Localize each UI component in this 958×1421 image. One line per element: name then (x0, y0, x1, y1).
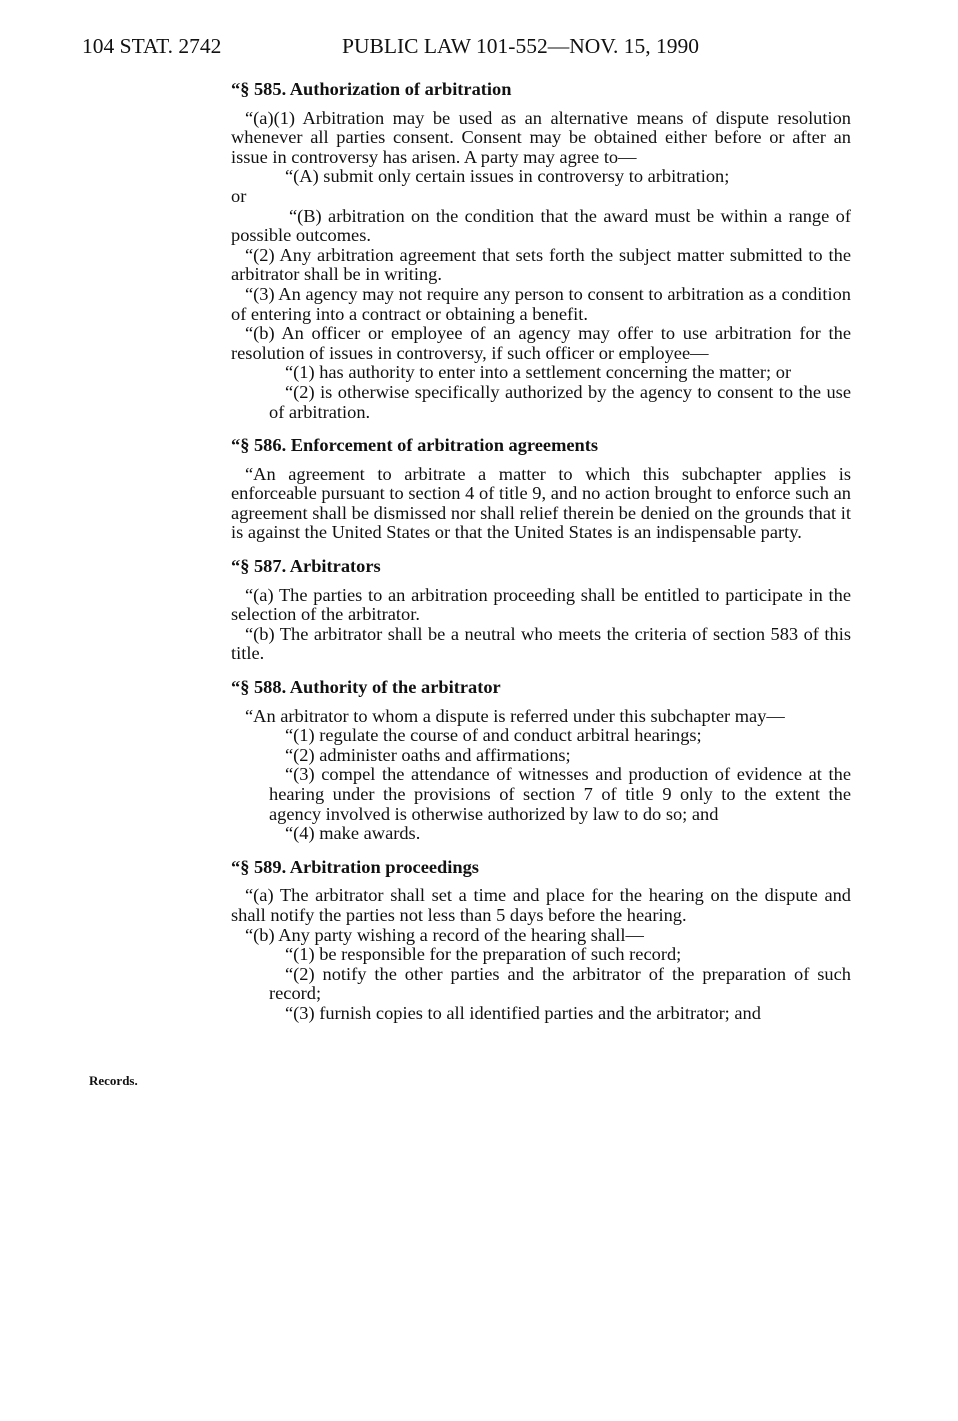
section-586-heading: “§ 586. Enforcement of arbitration agreements (231, 435, 599, 456)
section-588-p4: “(4) make awards. (285, 823, 421, 844)
section-588-p1: “(1) regulate the course of and conduct arbitral hearings; (285, 725, 702, 746)
section-589-b3: “(3) furnish copies to all identified parties and the arbitrator; and (285, 1002, 761, 1023)
section-585-A: “(A) submit only certain issues in controversy to arbitration; (285, 166, 730, 187)
section-586-text: “An agreement to arbitrate a matter to which this subchapter applies is enforceable pursuant to section 4 of title 9, and no action brought to enforce such an agreement shall be dismissed nor shall relief therein be denied on the grounds that it is against the United States or that the United States is an indispensable party. (231, 463, 851, 543)
section-588-intro: “An arbitrator to whom a dispute is referred under this subchapter may— (245, 705, 785, 726)
public-law-title: PUBLIC LAW 101-552—NOV. 15, 1990 (342, 34, 700, 58)
running-head (82, 34, 742, 60)
section-587-b: “(b) The arbitrator shall be a neutral who meets the criteria of section 583 of this title. (231, 623, 851, 664)
section-585-a1: “(a)(1) Arbitration may be used as an alternative means of dispute resolution whenever all parties consent. Consent may be obtained either before or after an issue in controversy has arisen. A party may agree to— (231, 107, 851, 167)
section-587-heading: “§ 587. Arbitrators (231, 556, 381, 577)
section-588-p3: “(3) compel the attendance of witnesses and production of evidence at the hearing under the provisions of section 7 of title 9 only to the extent the agency involved is otherwise authorized by law to do so; and (269, 764, 851, 824)
section-585-or: or (231, 185, 247, 206)
document-body (231, 80, 851, 1024)
section-589-a: “(a) The arbitrator shall set a time and place for the hearing on the dispute and shall notify the parties not less than 5 days before the hearing. (231, 885, 851, 925)
section-585-b2: “(2) is otherwise specifically authorized by the agency to consent to the use of arbitration. (269, 381, 851, 422)
section-585-b: “(b) An officer or employee of an agency may offer to use arbitration for the resolution of issues in controversy, if such officer or employee— (231, 323, 851, 363)
section-585-heading: “§ 585. Authorization of arbitration (231, 79, 512, 99)
section-587-a: “(a) The parties to an arbitration proceeding shall be entitled to participate in the selection of the arbitrator. (231, 584, 851, 625)
section-588-p2: “(2) administer oaths and affirmations; (285, 744, 571, 765)
section-588-heading: “§ 588. Authority of the arbitrator (231, 677, 501, 698)
section-585-B: “(B) arbitration on the condition that the award must be within a range of possible outcomes. (231, 205, 851, 246)
section-589-heading: “§ 589. Arbitration proceedings (231, 856, 479, 877)
margin-note-records: Records. (89, 1073, 138, 1088)
section-585-a3: “(3) An agency may not require any person to consent to arbitration as a condition of entering into a contract or obtaining a benefit. (231, 283, 851, 324)
section-585-b1: “(1) has authority to enter into a settlement concerning the matter; or (285, 362, 792, 383)
section-589-b: “(b) Any party wishing a record of the hearing shall— (245, 924, 644, 945)
section-585-a2: “(2) Any arbitration agreement that sets forth the subject matter submitted to the arbitrator shall be in writing. (231, 244, 851, 285)
section-589-b1: “(1) be responsible for the preparation of such record; (285, 944, 682, 965)
statute-page-number: 104 STAT. 2742 (82, 34, 222, 58)
section-589-b2: “(2) notify the other parties and the arbitrator of the preparation of such record; (269, 963, 851, 1004)
